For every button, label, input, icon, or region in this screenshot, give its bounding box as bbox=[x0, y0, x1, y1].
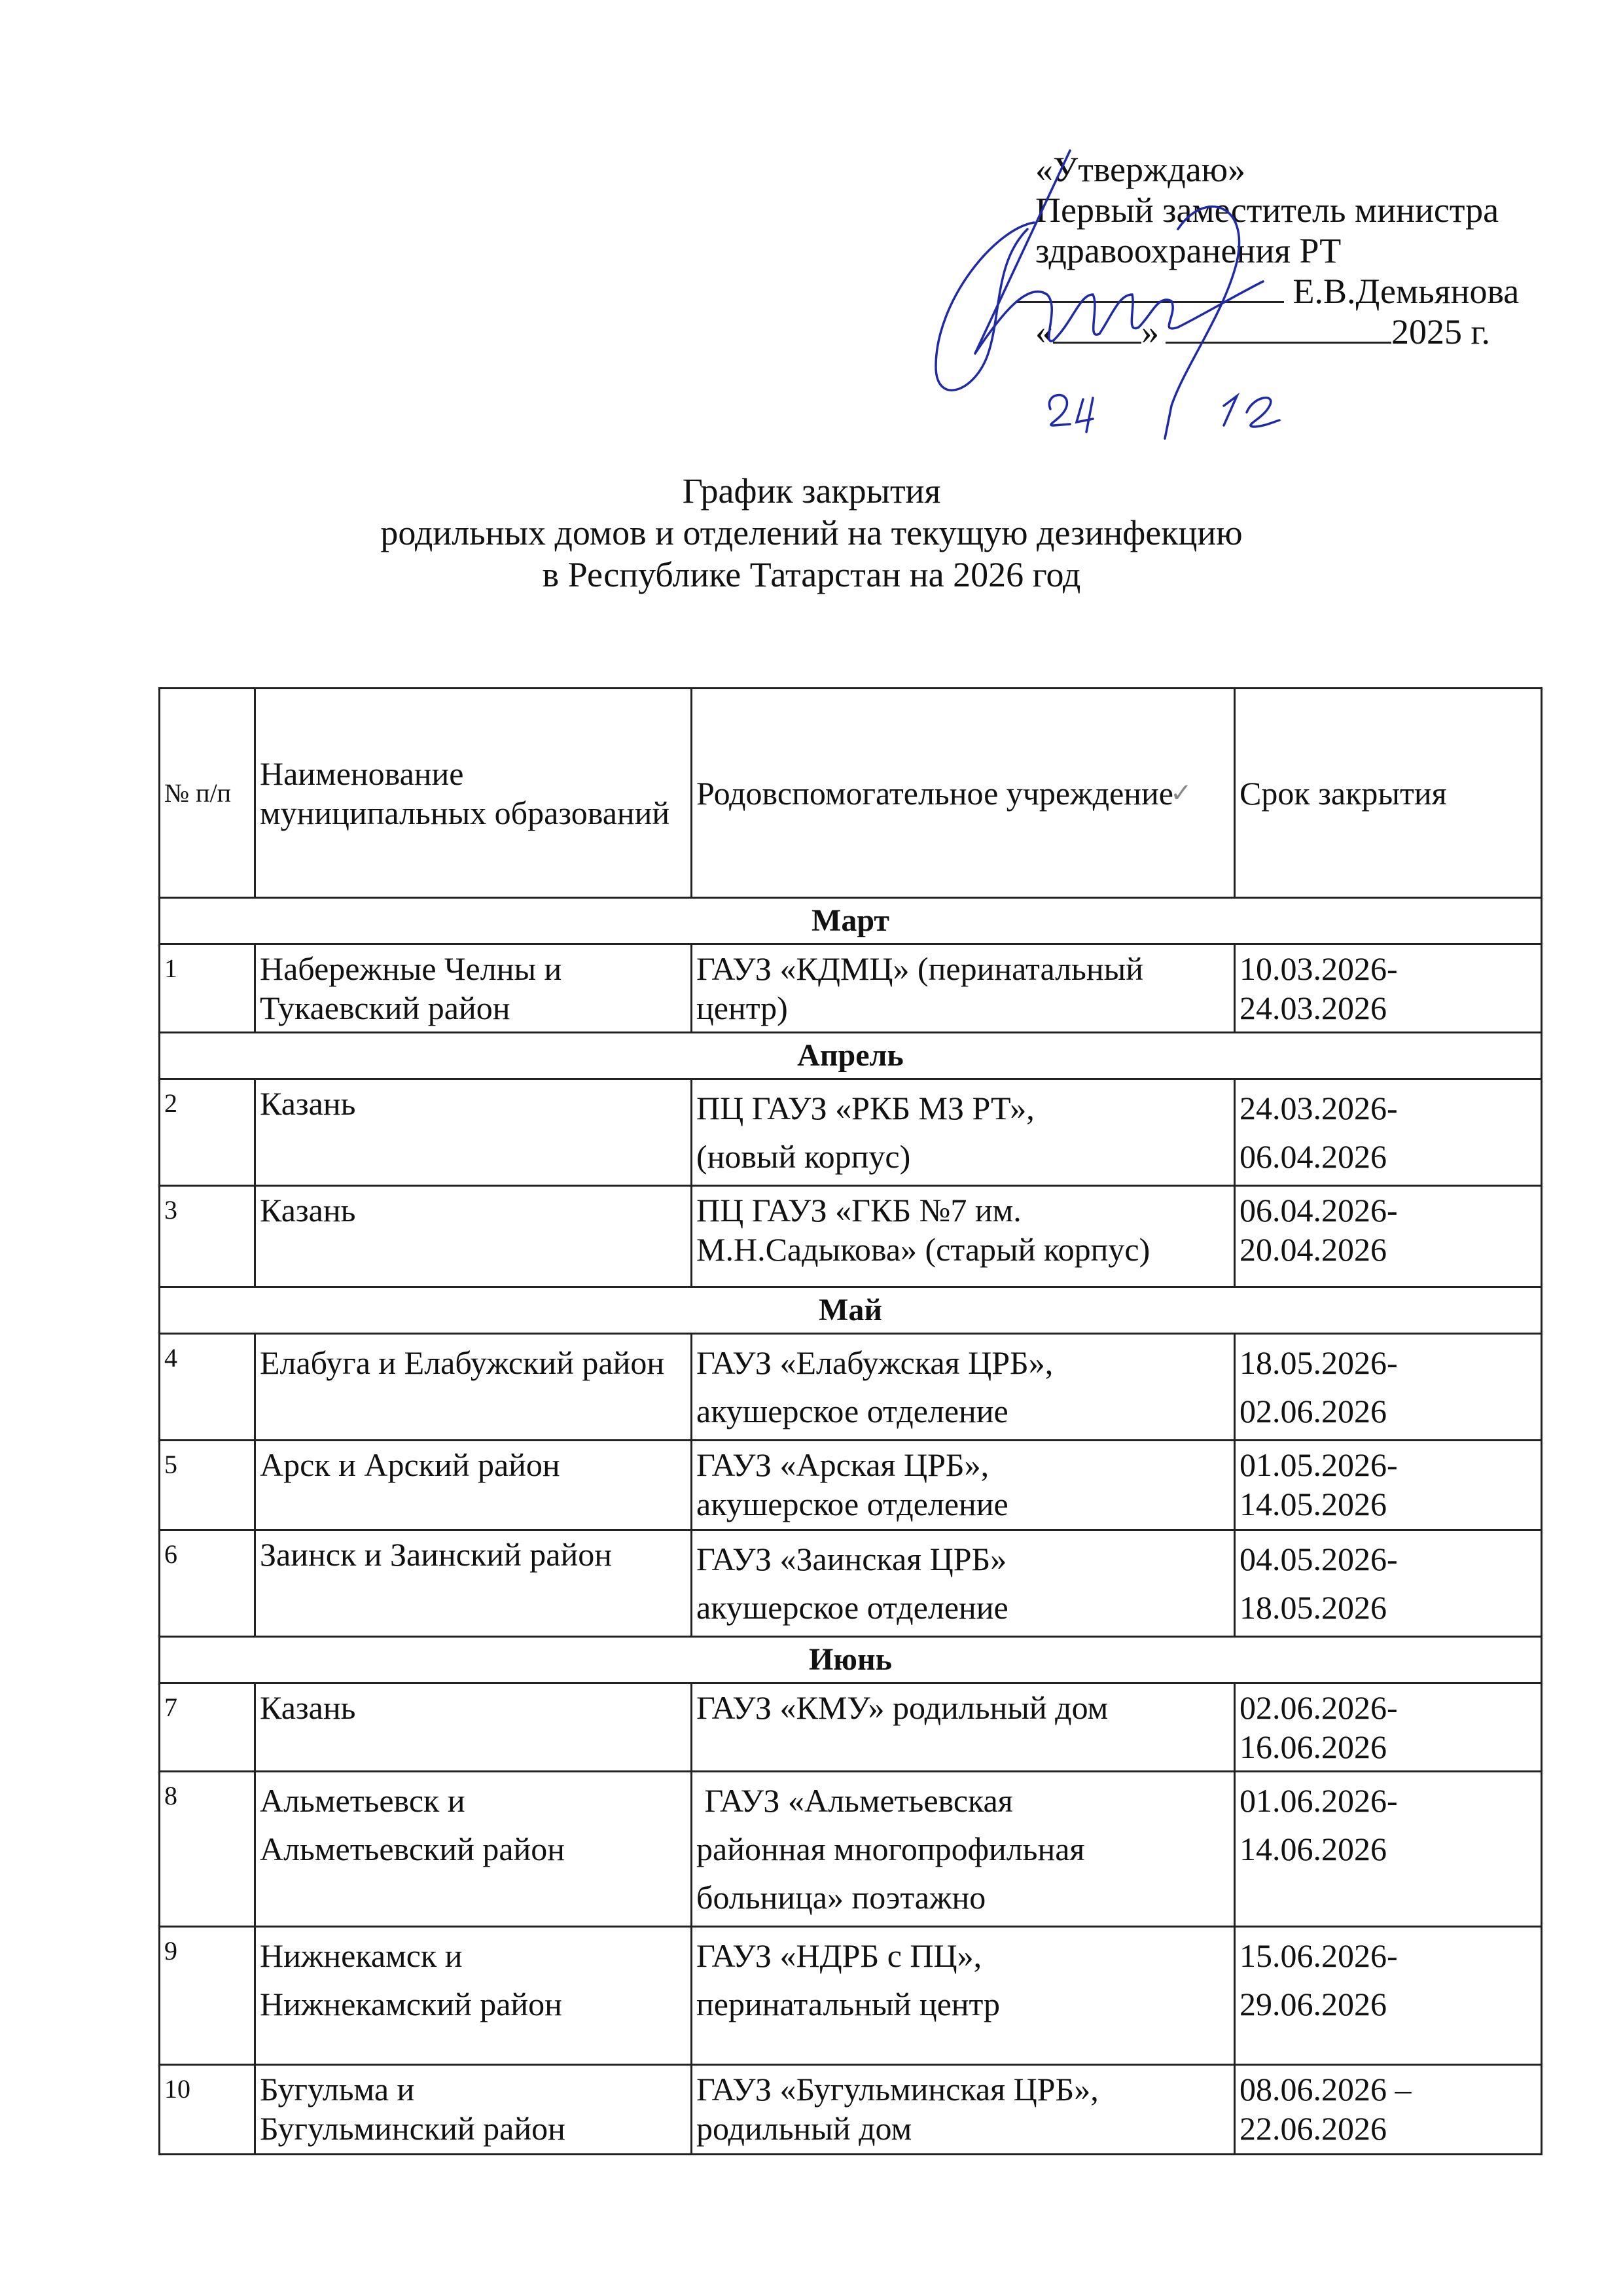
row-municipality: Арск и Арский район bbox=[255, 1441, 692, 1530]
row-municipality: Казань bbox=[255, 1079, 692, 1186]
municipality-line: Нижнекамский район bbox=[260, 1986, 562, 2022]
title-line-1: График закрытия bbox=[682, 471, 941, 511]
month-row-april bbox=[160, 1033, 1542, 1079]
period-end: 29.06.2026 bbox=[1240, 1986, 1387, 2022]
month-label: Июнь bbox=[160, 1637, 1542, 1683]
checkmark-icon: ✓ bbox=[1170, 778, 1192, 808]
institution-line: родильный дом bbox=[696, 2110, 912, 2147]
title-line-2: родильных домов и отделений на текущую дезинфекцию bbox=[380, 513, 1243, 552]
table-row bbox=[160, 1772, 1542, 1927]
date-year: 2025 г. bbox=[1391, 312, 1491, 351]
row-institution bbox=[692, 1441, 1235, 1530]
period-end: 14.05.2026 bbox=[1240, 1486, 1387, 1522]
row-institution bbox=[692, 1927, 1235, 2065]
approval-stamp: «Утверждаю» bbox=[1035, 150, 1246, 189]
row-num: 4 bbox=[160, 1334, 255, 1441]
month-label: Май bbox=[160, 1287, 1542, 1334]
institution-line: (новый корпус) bbox=[696, 1138, 911, 1175]
period-start: 08.06.2026 – bbox=[1240, 2071, 1412, 2108]
approval-date-row bbox=[1035, 312, 1559, 352]
title-line-3: в Республике Татарстан на 2026 год bbox=[542, 555, 1081, 594]
institution-line: ГАУЗ «НДРБ с ПЦ», bbox=[696, 1937, 982, 1974]
row-num: 8 bbox=[160, 1772, 255, 1927]
period-end: 14.06.2026 bbox=[1240, 1831, 1387, 1867]
approver-position-line2: здравоохранения РТ bbox=[1035, 231, 1342, 270]
period-start: 18.05.2026- bbox=[1240, 1344, 1398, 1381]
table-row bbox=[160, 1079, 1542, 1186]
row-num: 10 bbox=[160, 2065, 255, 2155]
signature-blank bbox=[1016, 275, 1284, 303]
row-period bbox=[1235, 1927, 1542, 2065]
approver-name: Е.В.Демьянова bbox=[1293, 272, 1520, 311]
signature-line-row bbox=[1035, 271, 1559, 312]
header-num: № п/п bbox=[160, 689, 255, 898]
period-end: 24.03.2026 bbox=[1240, 990, 1387, 1026]
table-row bbox=[160, 1441, 1542, 1530]
row-institution bbox=[692, 1530, 1235, 1637]
period-start: 02.06.2026- bbox=[1240, 1689, 1398, 1726]
month-row-may bbox=[160, 1287, 1542, 1334]
row-period bbox=[1235, 1772, 1542, 1927]
date-month-blank bbox=[1166, 315, 1391, 344]
table-row bbox=[160, 944, 1542, 1033]
table-row bbox=[160, 1530, 1542, 1637]
period-end: 06.04.2026 bbox=[1240, 1138, 1387, 1175]
table-header-row bbox=[160, 689, 1542, 898]
table-row bbox=[160, 2065, 1542, 2155]
header-institution: Родовспомогательное учреждение bbox=[692, 689, 1235, 898]
row-municipality: Заинск и Заинский район bbox=[255, 1530, 692, 1637]
row-num: 1 bbox=[160, 944, 255, 1033]
period-start: 15.06.2026- bbox=[1240, 1937, 1398, 1974]
row-institution bbox=[692, 1079, 1235, 1186]
row-num: 2 bbox=[160, 1079, 255, 1186]
row-municipality bbox=[255, 1772, 692, 1927]
row-institution: ГАУЗ «КМУ» родильный дом bbox=[692, 1683, 1235, 1772]
row-municipality bbox=[255, 1927, 692, 2065]
row-num: 7 bbox=[160, 1683, 255, 1772]
signature-loop-left bbox=[936, 223, 1034, 390]
municipality-line: Нижнекамск и bbox=[260, 1937, 463, 1974]
closure-schedule-table bbox=[158, 687, 1543, 2155]
period-end: 18.05.2026 bbox=[1240, 1589, 1387, 1626]
institution-line: ПЦ ГАУЗ «РКБ МЗ РТ», bbox=[696, 1090, 1035, 1126]
period-end: 02.06.2026 bbox=[1240, 1393, 1387, 1429]
month-label: Апрель bbox=[160, 1033, 1542, 1079]
row-municipality: Казань bbox=[255, 1683, 692, 1772]
period-start: 01.06.2026- bbox=[1240, 1782, 1398, 1819]
month-row-march bbox=[160, 898, 1542, 944]
period-start: 10.03.2026- bbox=[1240, 950, 1398, 987]
institution-line: акушерское отделение bbox=[696, 1486, 1008, 1522]
municipality-line: Альметьевский район bbox=[260, 1831, 565, 1867]
row-institution bbox=[692, 2065, 1235, 2155]
row-period bbox=[1235, 1441, 1542, 1530]
row-institution bbox=[692, 1772, 1235, 1927]
table-row bbox=[160, 1683, 1542, 1772]
row-period bbox=[1235, 1334, 1542, 1441]
approver-position-line1: Первый заместитель министра bbox=[1035, 190, 1499, 230]
row-period bbox=[1235, 1186, 1542, 1287]
row-num: 3 bbox=[160, 1186, 255, 1287]
document-title bbox=[0, 470, 1623, 596]
period-start: 24.03.2026- bbox=[1240, 1090, 1398, 1126]
row-institution: ГАУЗ «КДМЦ» (перинатальный центр) bbox=[692, 944, 1235, 1033]
header-period: Срок закрытия bbox=[1235, 689, 1542, 898]
signature-date-day-24 bbox=[1049, 395, 1093, 432]
institution-line: районная многопрофильная bbox=[696, 1831, 1085, 1867]
table-row bbox=[160, 1334, 1542, 1441]
institution-line: акушерское отделение bbox=[696, 1589, 1008, 1626]
row-institution: ПЦ ГАУЗ «ГКБ №7 им. М.Н.Садыкова» (старый корпус) bbox=[692, 1186, 1235, 1287]
row-institution bbox=[692, 1334, 1235, 1441]
row-municipality: Елабуга и Елабужский район bbox=[255, 1334, 692, 1441]
month-label: Март bbox=[160, 898, 1542, 944]
date-day-blank bbox=[1053, 315, 1141, 344]
institution-line: больница» поэтажно bbox=[696, 1879, 986, 1916]
row-period bbox=[1235, 1530, 1542, 1637]
institution-line: перинатальный центр bbox=[696, 1986, 1000, 2022]
institution-line: ГАУЗ «Бугульминская ЦРБ», bbox=[696, 2071, 1099, 2108]
header-municipality: Наименование муниципальных образований bbox=[255, 689, 692, 898]
period-end: 22.06.2026 bbox=[1240, 2110, 1387, 2147]
row-municipality bbox=[255, 2065, 692, 2155]
period-end: 20.04.2026 bbox=[1240, 1231, 1387, 1268]
date-open-quote: « bbox=[1035, 312, 1053, 351]
row-num: 6 bbox=[160, 1530, 255, 1637]
period-start: 04.05.2026- bbox=[1240, 1541, 1398, 1577]
signature-date-month-12 bbox=[1224, 396, 1279, 427]
row-municipality: Набережные Челны и Тукаевский район bbox=[255, 944, 692, 1033]
date-close-quote: » bbox=[1141, 312, 1159, 351]
institution-line: ГАУЗ «Арская ЦРБ», bbox=[696, 1446, 990, 1483]
period-end: 16.06.2026 bbox=[1240, 1729, 1387, 1765]
row-num: 9 bbox=[160, 1927, 255, 2065]
row-period bbox=[1235, 1079, 1542, 1186]
institution-line: ГАУЗ «Елабужская ЦРБ», bbox=[696, 1344, 1054, 1381]
municipality-line: Бугульминский район bbox=[260, 2110, 565, 2147]
municipality-line: Бугульма и bbox=[260, 2071, 415, 2108]
table-row bbox=[160, 1927, 1542, 2065]
approval-block bbox=[1035, 149, 1559, 352]
row-num: 5 bbox=[160, 1441, 255, 1530]
institution-line: ГАУЗ «Заинская ЦРБ» bbox=[696, 1541, 1007, 1577]
institution-line: ГАУЗ «Альметьевская bbox=[696, 1782, 1013, 1819]
row-period bbox=[1235, 2065, 1542, 2155]
row-period bbox=[1235, 944, 1542, 1033]
municipality-line: Альметьевск и bbox=[260, 1782, 465, 1819]
period-start: 01.05.2026- bbox=[1240, 1446, 1398, 1483]
row-period bbox=[1235, 1683, 1542, 1772]
row-municipality: Казань bbox=[255, 1186, 692, 1287]
institution-line: акушерское отделение bbox=[696, 1393, 1008, 1429]
month-row-june bbox=[160, 1637, 1542, 1683]
table-row bbox=[160, 1186, 1542, 1287]
period-start: 06.04.2026- bbox=[1240, 1192, 1398, 1229]
